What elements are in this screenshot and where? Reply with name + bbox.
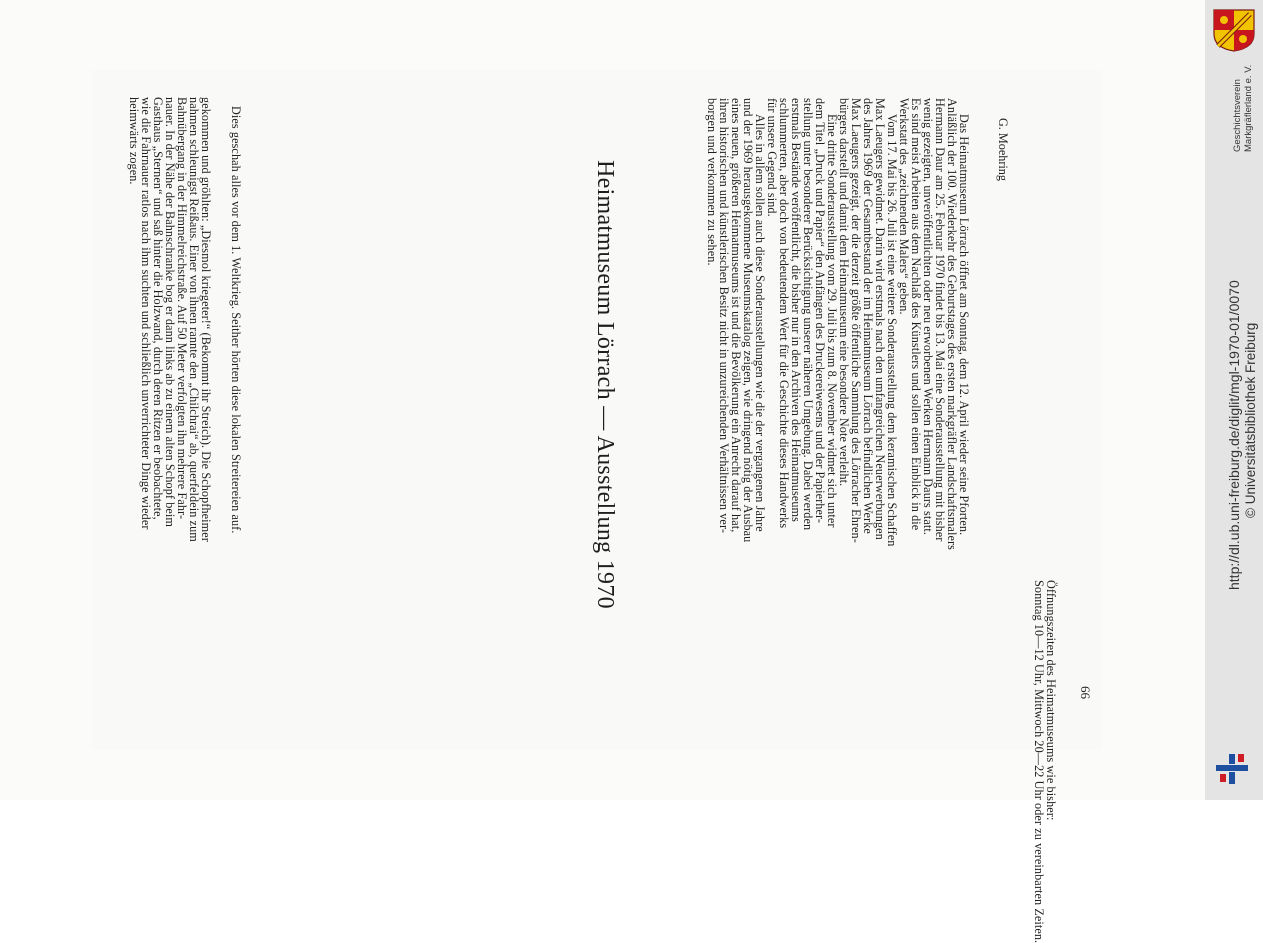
text-line: ihren historischen und künstlerischen Besitz nicht in unzureichenden Verhältnissen ver- (717, 98, 731, 534)
text-line: Werkstatt des „zeichnenden Malers“ geben. (897, 98, 911, 315)
text-line: Hermann Daur am 25. Februar 1970 findet bis 13. Mai eine Sonderausstellung mit bisher (933, 98, 947, 542)
text-line: Anläßlich der 100. Wiederkehr des Geburtstages des ersten markgräfler Landschaftsmalers (945, 98, 959, 550)
text-line: erstmals Bestände veröffentlicht, die bisher nur in den Archiven des Heimatmuseums (789, 98, 803, 522)
text-line: dem Titel „Druck und Papier“ den Anfängen des Druckereiwesens und der Papierher- (813, 98, 827, 524)
text-line: Max Laeugers gezeigt, der die derzeit größte öffentliche Sammlung des Lörracher Ehren- (849, 98, 863, 543)
text-line: schlummerten, aber doch von bedeutendem Wert für die Geschichte dieses Handwerks (777, 98, 791, 529)
text-line: eines neuen, größeren Heimatmuseums ist und die Bevölkerung ein Anrecht darauf hat, (729, 98, 743, 533)
society-line-1: Geschichtsverein (1232, 79, 1243, 152)
author-name: G. Moehring (996, 118, 1010, 181)
text-line: Gasthaus „Sternen“ und saß hinter die Holzwand, durch deren Ritzen er beobachtete, (151, 97, 165, 520)
text-line: Alles in allem sollen auch diese Sonderausstellungen wie die der vergangenen Jahre (753, 114, 767, 532)
text-line: wenig gezeigten, unveröffentlichten oder neu erworbenen Werken Hermann Daurs statt. (921, 98, 935, 535)
coat-of-arms-icon (1212, 8, 1256, 52)
text-line: und der 1969 herausgekommene Museumskatalog zeigen, wie dringend nötig der Ausbau (741, 98, 755, 543)
page-number (1076, 686, 1094, 699)
opening-hours-block (1033, 580, 1057, 943)
text-line: Es sind meist Arbeiten aus dem Nachlaß des Künstlers und sollen einen Einblick in die (909, 98, 923, 531)
page-number-text: 66 (1078, 686, 1093, 699)
text-line: heimwärts zogen. (127, 97, 141, 185)
upper-closing (230, 106, 242, 533)
copyright-text: © Universitätsbibliothek Freiburg (1243, 322, 1258, 518)
signature (994, 118, 1012, 181)
text-line: stellung unter besonderer Berücksichtigung unserer näheren Umgebung. Dabei werden (801, 98, 815, 531)
url-link[interactable]: http://dl.ub.uni-freiburg.de/diglit/mgl-1970-01/0070 (1226, 280, 1242, 590)
text-line: nahmen schleunigst Reißaus. Einer von ihnen rannte den „Chilchrai“ ab, querfeldein zum (187, 97, 201, 542)
text-line: Eine dritte Sonderausstellung vom 29. Juli bis zum 8. November widmet sich unter (825, 114, 839, 528)
page-title: Heimatmuseum Lörrach — Ausstellung 1970 (592, 160, 618, 609)
text-line: gekommen und gröhlten: „Diesmol kriegeter!“ (Bekommt ihr Streich). Die Schopfheimer (199, 97, 213, 542)
society-line-2: Markgräflerland e. V. (1243, 64, 1254, 152)
document-url[interactable] (1226, 280, 1242, 590)
text-line: nauer. In der Nähe der Bahnschranke bog er dann links ab zu einem alten Schopf beim (163, 97, 177, 527)
text-line: wie die Fahrnauer ratlos nach ihm suchten und schließlich unverrichteter Dinge wieder (139, 97, 153, 530)
opening-hours: Sonntag 10—12 Uhr, Mittwoch 20—22 Uhr oder zu vereinbarten Zeiten. (1032, 580, 1046, 943)
society-name (1232, 65, 1254, 152)
text-line: für unsere Gegend sind. (765, 98, 779, 217)
text-line: Vom 17. Mai bis 26. Juli ist eine weitere Sonderausstellung dem keramischen Schaffen (885, 114, 899, 547)
text-line: bürgers darstellt und damit dem Heimatmuseum eine besondere Note verleiht. (837, 98, 851, 487)
opening-title: Öffnungszeiten des Heimatmuseums wie bisher: (1044, 580, 1058, 821)
copyright (1243, 323, 1258, 518)
article-heading (591, 160, 618, 609)
text-line: Max Laeugers gewidmet. Darin wird erstmals nach den umfangreichen Neuerwerbungen (873, 98, 887, 540)
text-line: des Jahres 1969 der Gesamtbestand der im Heimatmuseum Lörrach befindlichen Werke (861, 98, 875, 534)
upper-paragraph (128, 97, 212, 542)
library-logo-icon (1212, 748, 1252, 788)
text-line: Das Heimatmuseum Lörrach öffnet am Sonntag, dem 12. April wieder seine Pforten. (957, 114, 971, 536)
article-body (706, 98, 970, 550)
text-line: Dies geschah alles vor dem 1. Weltkrieg. Seither hörten diese lokalen Streitereien auf. (229, 106, 243, 534)
text-line: borgen und verkommen zu sehen. (705, 98, 719, 266)
text-line: Bahnübergang in der Himmelreichstraße. Auf 50 Meter verfolgten ihn mehrere Fahr- (175, 97, 189, 520)
